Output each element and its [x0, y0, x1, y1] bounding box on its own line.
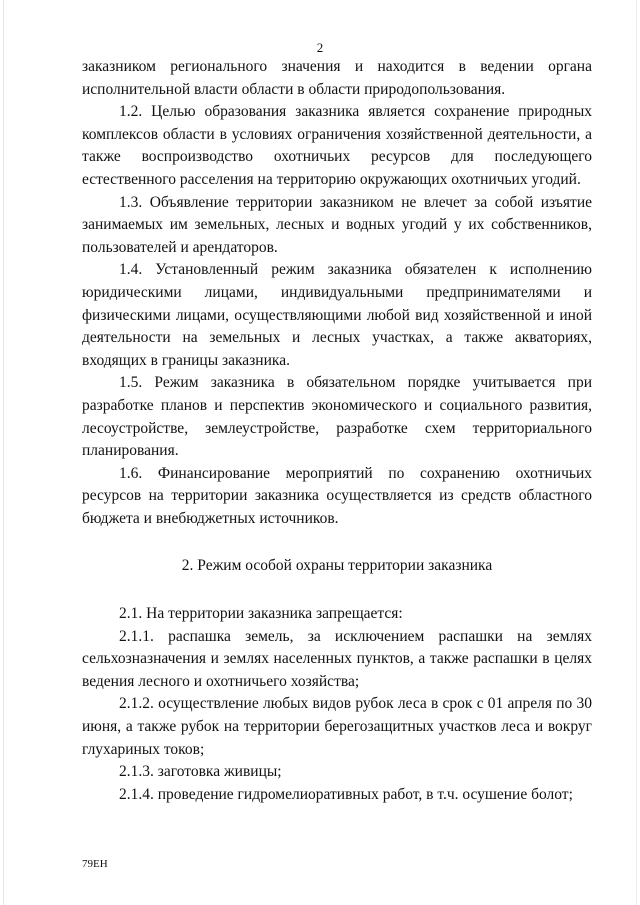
scan-edge-left	[3, 0, 4, 905]
page-number: 2	[316, 40, 324, 55]
paragraph: 1.6. Финансирование мероприятий по сохранению охотничьих ресурсов на территории заказника осуществляется из средств областного бюджета и внебюджетных источников.	[82, 464, 592, 527]
paragraphs-before	[82, 56, 592, 530]
paragraph: заказником регионального значения и находится в ведении органа исполнительной власти области в области природопользования.	[82, 58, 592, 98]
paragraph: 2.1.4. проведение гидромелиоративных работ, в т.ч. осушение болот;	[119, 785, 573, 803]
scan-edge-right	[636, 0, 637, 905]
paragraph: 2.1.1. распашка земель, за исключением распашки на землях сельхозназначения и землях населенных пунктов, а также распашки в целях ведения лесного и охотничьего хозяйства;	[82, 627, 592, 690]
paragraph: 2.1.3. заготовка живицы;	[119, 763, 282, 781]
document-code: 79ЕН	[82, 858, 108, 870]
document-body	[82, 56, 592, 806]
paragraph: 1.5. Режим заказника в обязательном порядке учитывается при разработке планов и перспектив экономического и социального развития, лесоустройстве, землеустройстве, разработке схем территориального планирования.	[82, 374, 592, 460]
paragraph: 1.2. Целью образования заказника является сохранение природных комплексов области в условиях ограничения хозяйственной деятельности, а также воспроизводство охотничьих ресурсов для последующего естественного расселения на территорию окружающих охотничьих угодий.	[82, 103, 592, 188]
paragraph: 2.1.2. осуществление любых видов рубок леса в срок с 01 апреля по 30 июня, а также рубок на территории берегозащитных участков леса и вокруг глухариных токов;	[82, 695, 592, 758]
paragraph: 1.4. Установленный режим заказника обязателен к исполнению юридическими лицами, индивидуальными предпринимателями и физическими лицами, осуществляющими любой вид хозяйственной и иной деятельности на земельных и лесных участках, а также акваториях, входящих в границы заказника.	[82, 261, 592, 369]
paragraph: 1.3. Объявление территории заказником не влечет за собой изъятие занимаемых им земельных, лесных и водных угодий у их собственников, пользователей и арендаторов.	[82, 193, 592, 256]
section-heading: 2. Режим особой охраны территории заказника	[181, 557, 493, 575]
paragraph: 2.1. На территории заказника запрещается:	[119, 605, 403, 623]
paragraphs-after	[82, 603, 592, 806]
